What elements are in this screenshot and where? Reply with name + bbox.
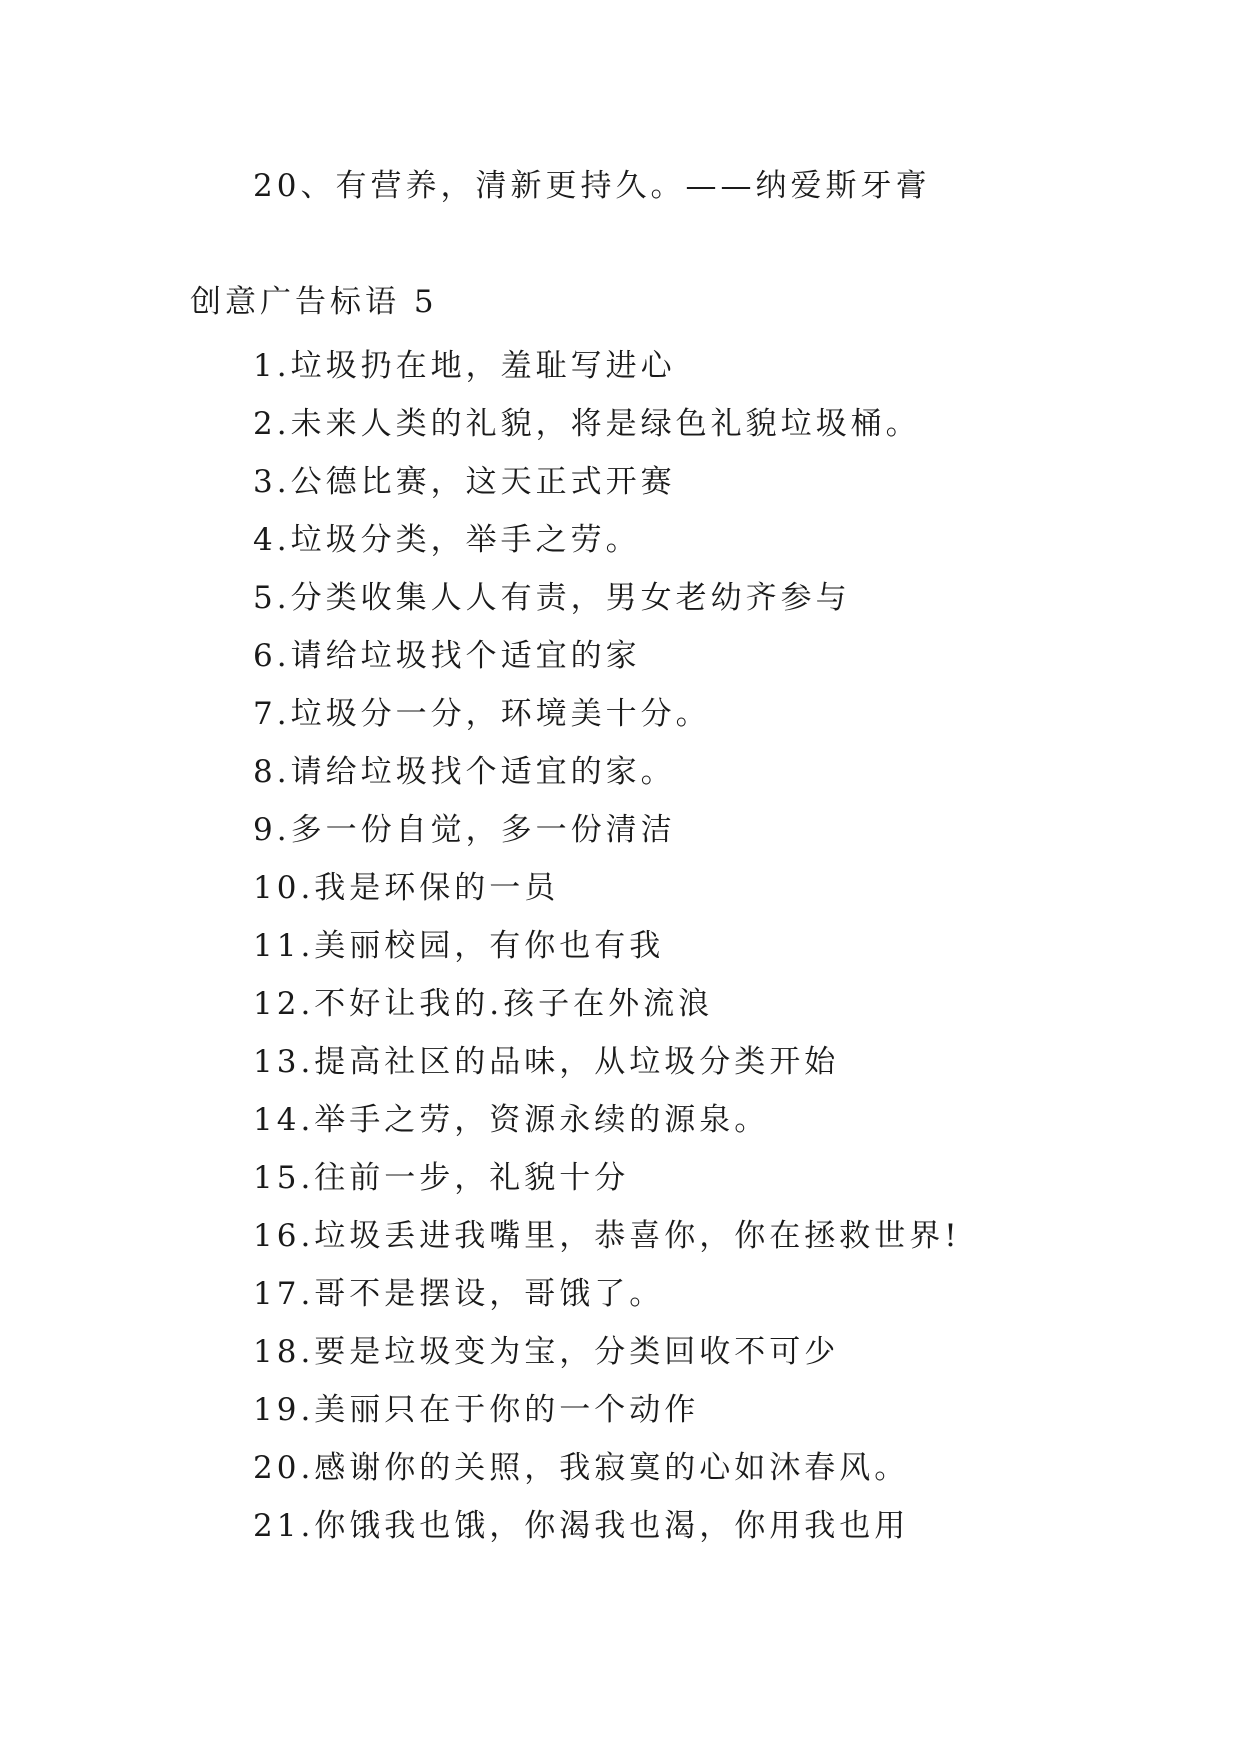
list-item: 16.垃圾丢进我嘴里，恭喜你，你在拯救世界! [253, 1218, 961, 1254]
list-item: 19.美丽只在于你的一个动作 [253, 1392, 700, 1428]
list-item: 7.垃圾分一分，环境美十分。 [253, 696, 711, 732]
list-item: 17.哥不是摆设，哥饿了。 [253, 1276, 665, 1312]
list-item: 6.请给垃圾找个适宜的家 [253, 638, 641, 674]
list-item: 13.提高社区的品味，从垃圾分类开始 [253, 1044, 840, 1080]
list-item: 2.未来人类的礼貌，将是绿色礼貌垃圾桶。 [253, 406, 921, 442]
list-item: 10.我是环保的一员 [253, 870, 560, 906]
list-item: 11.美丽校园，有你也有我 [253, 928, 665, 964]
list-item: 8.请给垃圾找个适宜的家。 [253, 754, 676, 790]
carryover-line: 20、有营养，清新更持久。——纳爱斯牙膏 [253, 168, 931, 204]
list-item: 4.垃圾分类，举手之劳。 [253, 522, 641, 558]
list-item: 15.往前一步，礼貌十分 [253, 1160, 630, 1196]
list-item: 1.垃圾扔在地，羞耻写进心 [253, 348, 676, 384]
section-heading: 创意广告标语 5 [190, 284, 438, 320]
list-item: 9.多一份自觉，多一份清洁 [253, 812, 676, 848]
list-item: 12.不好让我的.孩子在外流浪 [253, 986, 714, 1022]
list-item: 3.公德比赛，这天正式开赛 [253, 464, 676, 500]
list-item: 20.感谢你的关照，我寂寞的心如沐春风。 [253, 1450, 910, 1486]
list-item: 21.你饿我也饿，你渴我也渴，你用我也用 [253, 1508, 910, 1544]
list-item: 18.要是垃圾变为宝，分类回收不可少 [253, 1334, 840, 1370]
list-item: 14.举手之劳，资源永续的源泉。 [253, 1102, 770, 1138]
list-item: 5.分类收集人人有责，男女老幼齐参与 [253, 580, 851, 616]
